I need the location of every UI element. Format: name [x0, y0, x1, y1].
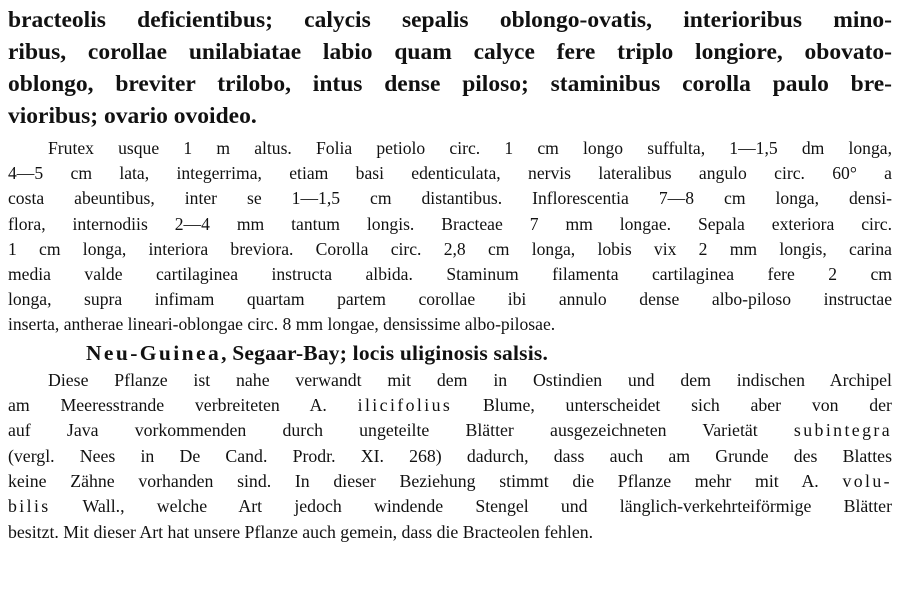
locality-detail: , Segaar-Bay; locis uliginosis salsis.	[221, 340, 549, 365]
species-name: bilis	[8, 496, 51, 517]
species-name: ilicifolius	[357, 394, 453, 415]
remark-line	[8, 393, 892, 418]
remark-text: am Meeresstrande verbreiteten A.	[8, 394, 358, 415]
remark-line: besitzt. Mit dieser Art hat unsere Pflanze auch gemein, dass die Bracteolen fehlen.	[8, 521, 594, 542]
remark-text: keine Zähne vorhanden sind. In dieser Beziehung stimmt die Pflanze mehr mit A.	[8, 471, 843, 492]
diagnosis-line: bracteolis deficientibus; calycis sepalis oblongo-ovatis, interioribus mino-	[8, 7, 892, 33]
locality-region: Neu-Guinea	[86, 340, 222, 365]
remark-line	[8, 418, 892, 443]
diagnosis-line: oblongo, breviter trilobo, intus dense piloso; staminibus corolla paulo bre-	[8, 71, 892, 97]
variety-name: subintegra	[793, 420, 892, 441]
remark-paragraph	[8, 368, 892, 546]
description-line: 4—5 cm lata, integerrima, etiam basi edenticulata, nervis lateralibus angulo circ. 60° a	[8, 163, 892, 184]
description-line: Frutex usque 1 m altus. Folia petiolo circ. 1 cm longo suffulta, 1—1,5 dm longa,	[48, 138, 892, 158]
diagnosis-paragraph	[8, 4, 892, 132]
remark-line: Diese Pflanze ist nahe verwandt mit dem in Ostindien und dem indischen Archipel	[48, 369, 892, 390]
remark-line: (vergl. Nees in De Cand. Prodr. XI. 268) dadurch, dass auch am Grunde des Blattes	[8, 445, 892, 466]
remark-text: auf Java vorkommenden durch ungeteilte Blätter ausgezeichneten Varietät	[8, 420, 794, 441]
description-line: costa abeuntibus, inter se 1—1,5 cm distantibus. Inflorescentia 7—8 cm longa, densi-	[8, 188, 892, 209]
description-line: inserta, antherae lineari-oblongae circ. 8 mm longae, densissime albo-pilosae.	[8, 314, 556, 335]
remark-line	[8, 469, 892, 494]
description-line: 1 cm longa, interiora breviora. Corolla circ. 2,8 cm longa, lobis vix 2 mm longis, carina	[8, 238, 892, 259]
diagnosis-line: vioribus; ovario ovoideo.	[8, 103, 257, 129]
remark-text: Blume, unterscheidet sich aber von der	[452, 394, 892, 415]
diagnosis-line: ribus, corollae unilabiatae labio quam calyce fere triplo longiore, obovato-	[8, 39, 892, 65]
remark-line	[8, 494, 892, 519]
locality-heading	[8, 338, 892, 368]
description-paragraph	[8, 136, 892, 338]
document-page	[8, 4, 892, 545]
description-line: media valde cartilaginea instructa albida. Staminum filamenta cartilaginea fere 2 cm	[8, 263, 892, 284]
species-name: volu-	[842, 471, 892, 492]
remark-text: Wall., welche Art jedoch windende Stengel und länglich-verkehrteiförmige Blätter	[50, 496, 892, 517]
description-line: flora, internodiis 2—4 mm tantum longis. Bracteae 7 mm longae. Sepala exteriora circ.	[8, 213, 892, 234]
description-line: longa, supra infimam quartam partem corollae ibi annulo dense albo-piloso instructae	[8, 289, 892, 310]
